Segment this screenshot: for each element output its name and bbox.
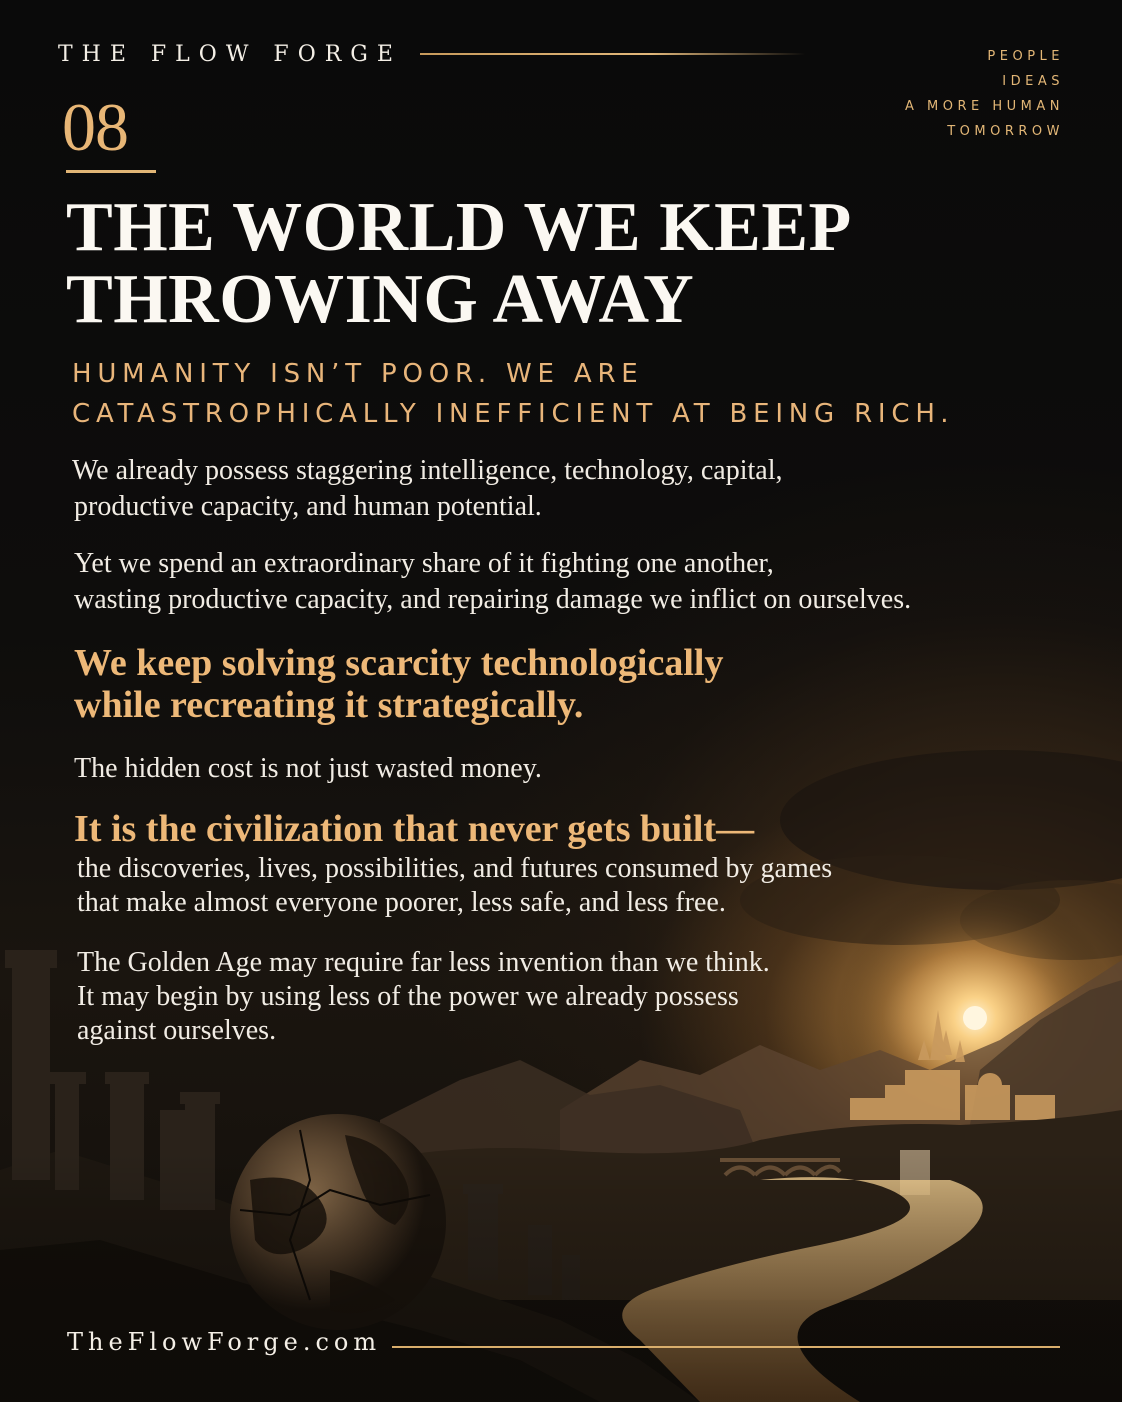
paragraph-5 — [77, 946, 770, 1048]
emphasis-line: It is the civilization that never gets built— — [74, 808, 755, 850]
footer-divider — [392, 1346, 1060, 1348]
brand-name: THE FLOW FORGE — [58, 42, 402, 67]
paragraph-line: We already possess staggering intelligence, technology, capital, — [72, 455, 783, 486]
paragraph-line: Yet we spend an extraordinary share of it fighting one another, — [74, 548, 774, 579]
paragraph-line: wasting productive capacity, and repairing damage we inflict on ourselves. — [74, 584, 912, 615]
tagline-line: PEOPLE — [987, 49, 1064, 64]
paragraph-1 — [72, 453, 782, 525]
paragraph-4 — [77, 852, 832, 920]
headline-line: THROWING AWAY — [66, 261, 695, 338]
paragraph-line: The hidden cost is not just wasted money. — [74, 753, 542, 784]
brand-divider — [420, 53, 805, 55]
tagline-line: A MORE HUMAN — [905, 99, 1064, 114]
subheadline — [72, 354, 954, 434]
issue-number-underline — [66, 170, 156, 173]
paragraph-line: the discoveries, lives, possibilities, and futures consumed by games — [77, 853, 833, 884]
paragraph-2 — [74, 546, 911, 618]
paragraph-line: productive capacity, and human potential. — [74, 491, 542, 522]
subheadline-line: CATASTROPHICALLY INEFFICIENT AT BEING RICH. — [72, 399, 955, 429]
subheadline-line: HUMANITY ISN’T POOR. WE ARE — [72, 359, 644, 389]
paragraph-line: It may begin by using less of the power we already possess — [77, 981, 739, 1012]
headline-line: THE WORLD WE KEEP — [66, 189, 852, 266]
paragraph-line: against ourselves. — [77, 1015, 277, 1046]
emphasis-statement-2 — [74, 808, 754, 850]
emphasis-line: while recreating it strategically. — [74, 684, 584, 726]
headline — [66, 189, 966, 338]
website-link[interactable]: TheFlowForge.com — [67, 1328, 382, 1356]
tagline — [905, 44, 1064, 144]
tagline-line: IDEAS — [1002, 74, 1064, 89]
paragraph-line: that make almost everyone poorer, less safe, and less free. — [77, 887, 726, 918]
emphasis-line: We keep solving scarcity technologically — [74, 642, 724, 684]
paragraph-3 — [74, 751, 542, 787]
paragraph-line: The Golden Age may require far less invention than we think. — [77, 947, 770, 978]
tagline-line: TOMORROW — [947, 124, 1064, 139]
issue-number: 08 — [62, 89, 128, 165]
emphasis-statement-1 — [74, 642, 723, 726]
